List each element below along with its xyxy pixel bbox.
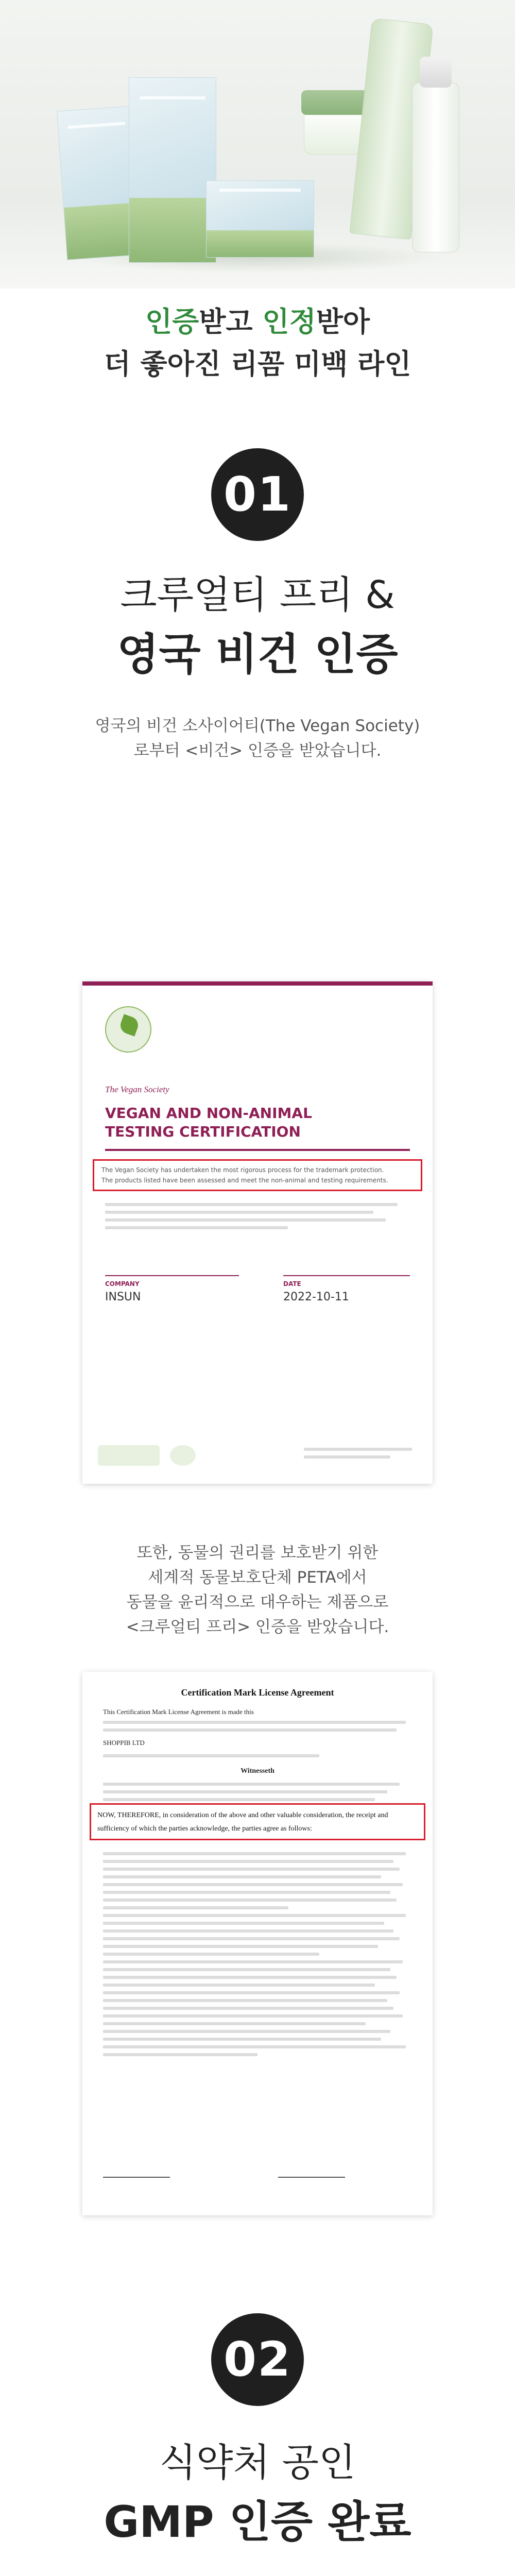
vegan-society-footer-logo <box>98 1445 160 1466</box>
certificate-top-bar <box>82 981 433 986</box>
vegan-cert-body-text <box>105 1203 410 1234</box>
vegan-cert-highlight-line-2: The products listed have been assessed and meet the non-animal and testing requirements. <box>101 1177 388 1184</box>
footer-text <box>304 1448 412 1463</box>
license-whereas-text <box>103 1783 412 1806</box>
product-box-flat <box>206 180 314 258</box>
headline-highlight-2: 인정 <box>262 306 316 338</box>
headline-line-2: 더 좋아진 리꼼 미백 라인 <box>104 348 411 380</box>
licensee-name: SHOPPIB LTD <box>103 1739 145 1747</box>
section1-title-line-2: 영국 비건 인증 <box>117 629 398 680</box>
headline-text-2: 받아 <box>316 306 370 338</box>
license-heading: Certification Mark License Agreement <box>181 1687 334 1698</box>
license-intro: This Certification Mark License Agreement is made this <box>103 1708 254 1716</box>
section2-title-line-1: 식약처 공인 <box>159 2441 356 2485</box>
vegan-cert-title-1: VEGAN AND NON-ANIMAL <box>105 1105 312 1122</box>
company-value: INSUN <box>105 1291 141 1303</box>
vegan-cert-divider <box>105 1149 410 1151</box>
section1-desc2-line-1: 또한, 동물의 권리를 보호받기 위한 <box>136 1544 379 1562</box>
license-body-text <box>103 1852 412 2061</box>
vegan-cert-title-2: TESTING CERTIFICATION <box>105 1123 301 1140</box>
vegan-cert-highlight-line-1: The Vegan Society has undertaken the most rigorous process for the trademark protection. <box>101 1166 384 1174</box>
license-highlight <box>90 1803 425 1840</box>
license-highlight-text: NOW, THEREFORE, in consideration of the above and other valuable consideration, the receipt and sufficiency of which the parties acknowledge, the parties agree as follows: <box>97 1811 388 1833</box>
license-party-text <box>103 1754 412 1762</box>
section1-title-line-1: 크루얼티 프리 & <box>120 573 395 617</box>
signature-line-right <box>278 2177 345 2178</box>
headline-highlight-1: 인증 <box>145 306 199 338</box>
section1-desc-line-2: 로부터 <비건> 인증을 받았습니다. <box>133 741 382 760</box>
section1-desc-line-1: 영국의 비건 소사이어티(The Vegan Society) <box>95 717 420 735</box>
vegan-cert-highlight <box>93 1159 422 1191</box>
section2-title-line-2: GMP 인증 완료 <box>104 2497 411 2547</box>
signature-line-left <box>103 2177 170 2178</box>
section1-desc2-line-4: <크루얼티 프리> 인증을 받았습니다. <box>126 1618 389 1636</box>
date-label: DATE <box>283 1280 301 1287</box>
section-number-badge-01: 01 <box>211 448 304 541</box>
vegan-society-org: The Vegan Society <box>105 1084 169 1094</box>
company-label: COMPANY <box>105 1280 140 1287</box>
date-underline <box>283 1275 410 1276</box>
headline-line-1 <box>0 304 515 340</box>
product-box-center <box>129 77 216 263</box>
license-witnesseth: Witnesseth <box>241 1767 274 1775</box>
company-underline <box>105 1275 239 1276</box>
peta-license-agreement <box>82 1672 433 2215</box>
section-number-badge-02: 02 <box>211 2313 304 2406</box>
vegan-trademark-icon <box>170 1445 196 1466</box>
essence-bottle <box>412 82 459 252</box>
date-value: 2022-10-11 <box>283 1291 349 1303</box>
section1-desc2-line-2: 세계적 동물보호단체 PETA에서 <box>148 1568 367 1587</box>
hero-product-image <box>0 0 515 289</box>
headline-text-1: 받고 <box>199 306 263 338</box>
essence-bottle-cap <box>420 57 452 88</box>
section1-desc2-line-3: 동물을 윤리적으로 대우하는 제품으로 <box>126 1593 389 1612</box>
vegan-certificate <box>82 981 433 1484</box>
license-intro-text <box>103 1721 412 1736</box>
vegan-logo-icon <box>105 1006 151 1053</box>
